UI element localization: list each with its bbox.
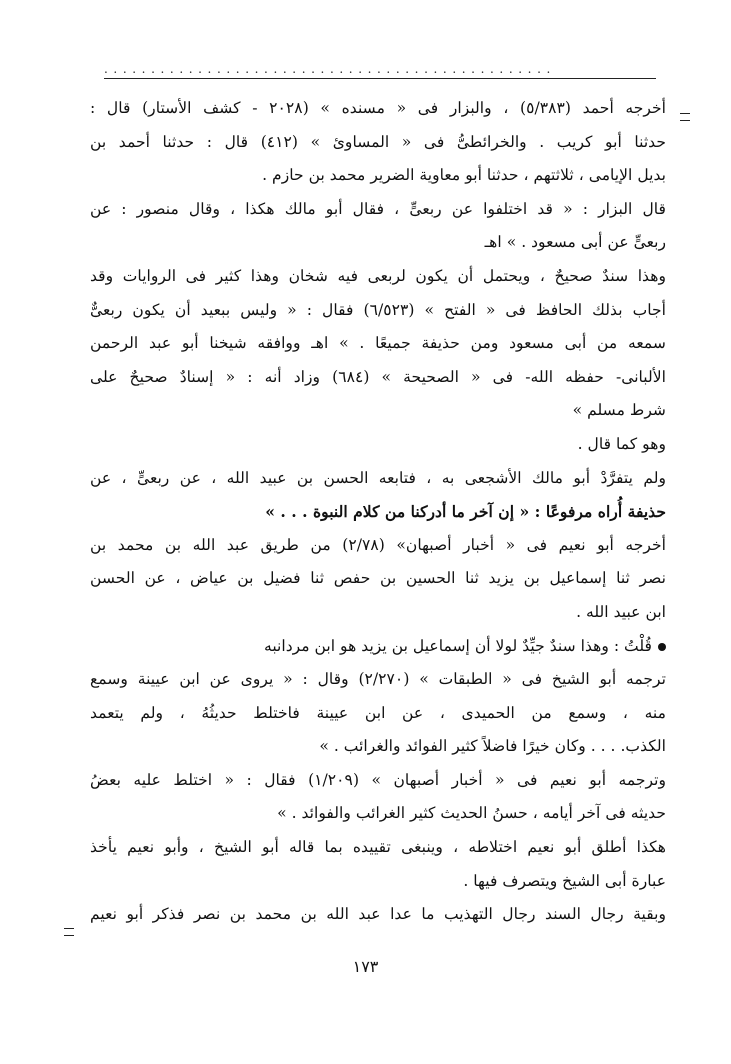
continuation-mark-top bbox=[680, 113, 690, 121]
text-line: هكذا أطلق أبو نعيم اختلاطه ، وينبغى تقييده بما قاله أبو الشيخ ، وأبو نعيم يأخذ bbox=[90, 838, 666, 857]
text-line: أجاب بذلك الحافظ فى « الفتح » (٦/٥٢٣) فقال : « وليس ببعيد أن يكون ربعىٌّ bbox=[90, 300, 666, 319]
text-line: منه ، وسمع من الحميدى ، عن ابن عيينة فاختلط حديثُهُ ، ولم يتعمد bbox=[90, 703, 666, 722]
text-line: عبارة أبى الشيخ ويتصرف فيها . bbox=[463, 871, 666, 890]
dotted-separator: ................................................ bbox=[104, 62, 556, 76]
text-line: وهذا سندٌ صحيحٌ ، ويحتمل أن يكون لربعى فيه شخان وهذا كثير فى الروايات وقد bbox=[90, 266, 666, 285]
text-line: ربعىٍّ عن أبى مسعود . » اهـ bbox=[484, 233, 666, 252]
text-body bbox=[90, 92, 666, 932]
text-line: بديل الإيامى ، ثلاثتهم ، حدثنا أبو معاوية الضرير محمد بن حازم . bbox=[262, 166, 666, 185]
text-line: أخرجه أحمد (٥/٣٨٣) ، والبزار فى « مسنده » (٢٠٢٨ - كشف الأستار) قال : bbox=[90, 99, 666, 117]
text-line: وبقية رجال السند رجال التهذيب ما عدا عبد الله بن محمد بن نصر فذكر أبو نعيم bbox=[90, 905, 666, 924]
text-line-bulleted bbox=[90, 630, 666, 664]
text-line: سمعه من أبى مسعود ومن حذيفة جميعًا . » اهـ ووافقه شيخنا أبو عبد الرحمن bbox=[90, 334, 666, 353]
text-line: الألبانى- حفظه الله- فى « الصحيحة » (٦٨٤) وزاد أنه : « إسنادٌ صحيحٌ على bbox=[90, 367, 666, 386]
text-line: وهو كما قال . bbox=[577, 434, 666, 453]
text-line: حذيفة أُراه مرفوعًا : « إن آخر ما أدركنا من كلام النبوة . . . » bbox=[265, 502, 666, 522]
text-line: قال البزار : « قد اختلفوا عن ربعىٍّ ، فقال أبو مالك هكذا ، وقال منصور : عن bbox=[90, 199, 666, 218]
text-line: شرط مسلم » bbox=[572, 401, 666, 420]
text-line-content: قُلْتُ : وهذا سندٌ جيِّدٌ لولا أن إسماعيل بن يزيد هو ابن مردانبه bbox=[263, 636, 652, 655]
bullet-icon bbox=[658, 643, 666, 651]
text-line: ولم يتفرَّدْ أبو مالك الأشجعى به ، فتابعه الحسن بن عبيد الله ، عن ربعىٍّ ، عن bbox=[90, 468, 666, 487]
text-line: ابن عبيد الله . bbox=[576, 602, 666, 621]
text-line: حدثنا أبو كريب . والخرائطىُّ فى « المساوئ » (٤١٢) قال : حدثنا أحمد بن bbox=[90, 132, 666, 151]
header-rule bbox=[104, 78, 656, 79]
text-line: نصر ثنا إسماعيل بن يزيد ثنا الحسين بن حفص ثنا فضيل بن عياض ، عن الحسن bbox=[90, 569, 666, 588]
page-number: ١٧٣ bbox=[352, 957, 379, 976]
text-line: أخرجه أبو نعيم فى « أخبار أصبهان» (٢/٧٨) من طريق عبد الله بن محمد بن bbox=[90, 535, 666, 554]
text-line: ترجمه أبو الشيخ فى « الطبقات » (٢/٢٧٠) وقال : « يروى عن ابن عيينة وسمع bbox=[90, 670, 666, 689]
text-line: حديثه فى آخر أيامه ، حسنُ الحديث كثير الغرائب والفوائد . » bbox=[277, 804, 666, 823]
continuation-mark-bottom bbox=[64, 928, 74, 936]
text-line: الكذب. . . . وكان خيرًا فاضلاً كثير الفوائد والغرائب . » bbox=[319, 737, 666, 756]
text-line: وترجمه أبو نعيم فى « أخبار أصبهان » (١/٢٠٩) فقال : « اختلط عليه بعضُ bbox=[90, 770, 666, 789]
